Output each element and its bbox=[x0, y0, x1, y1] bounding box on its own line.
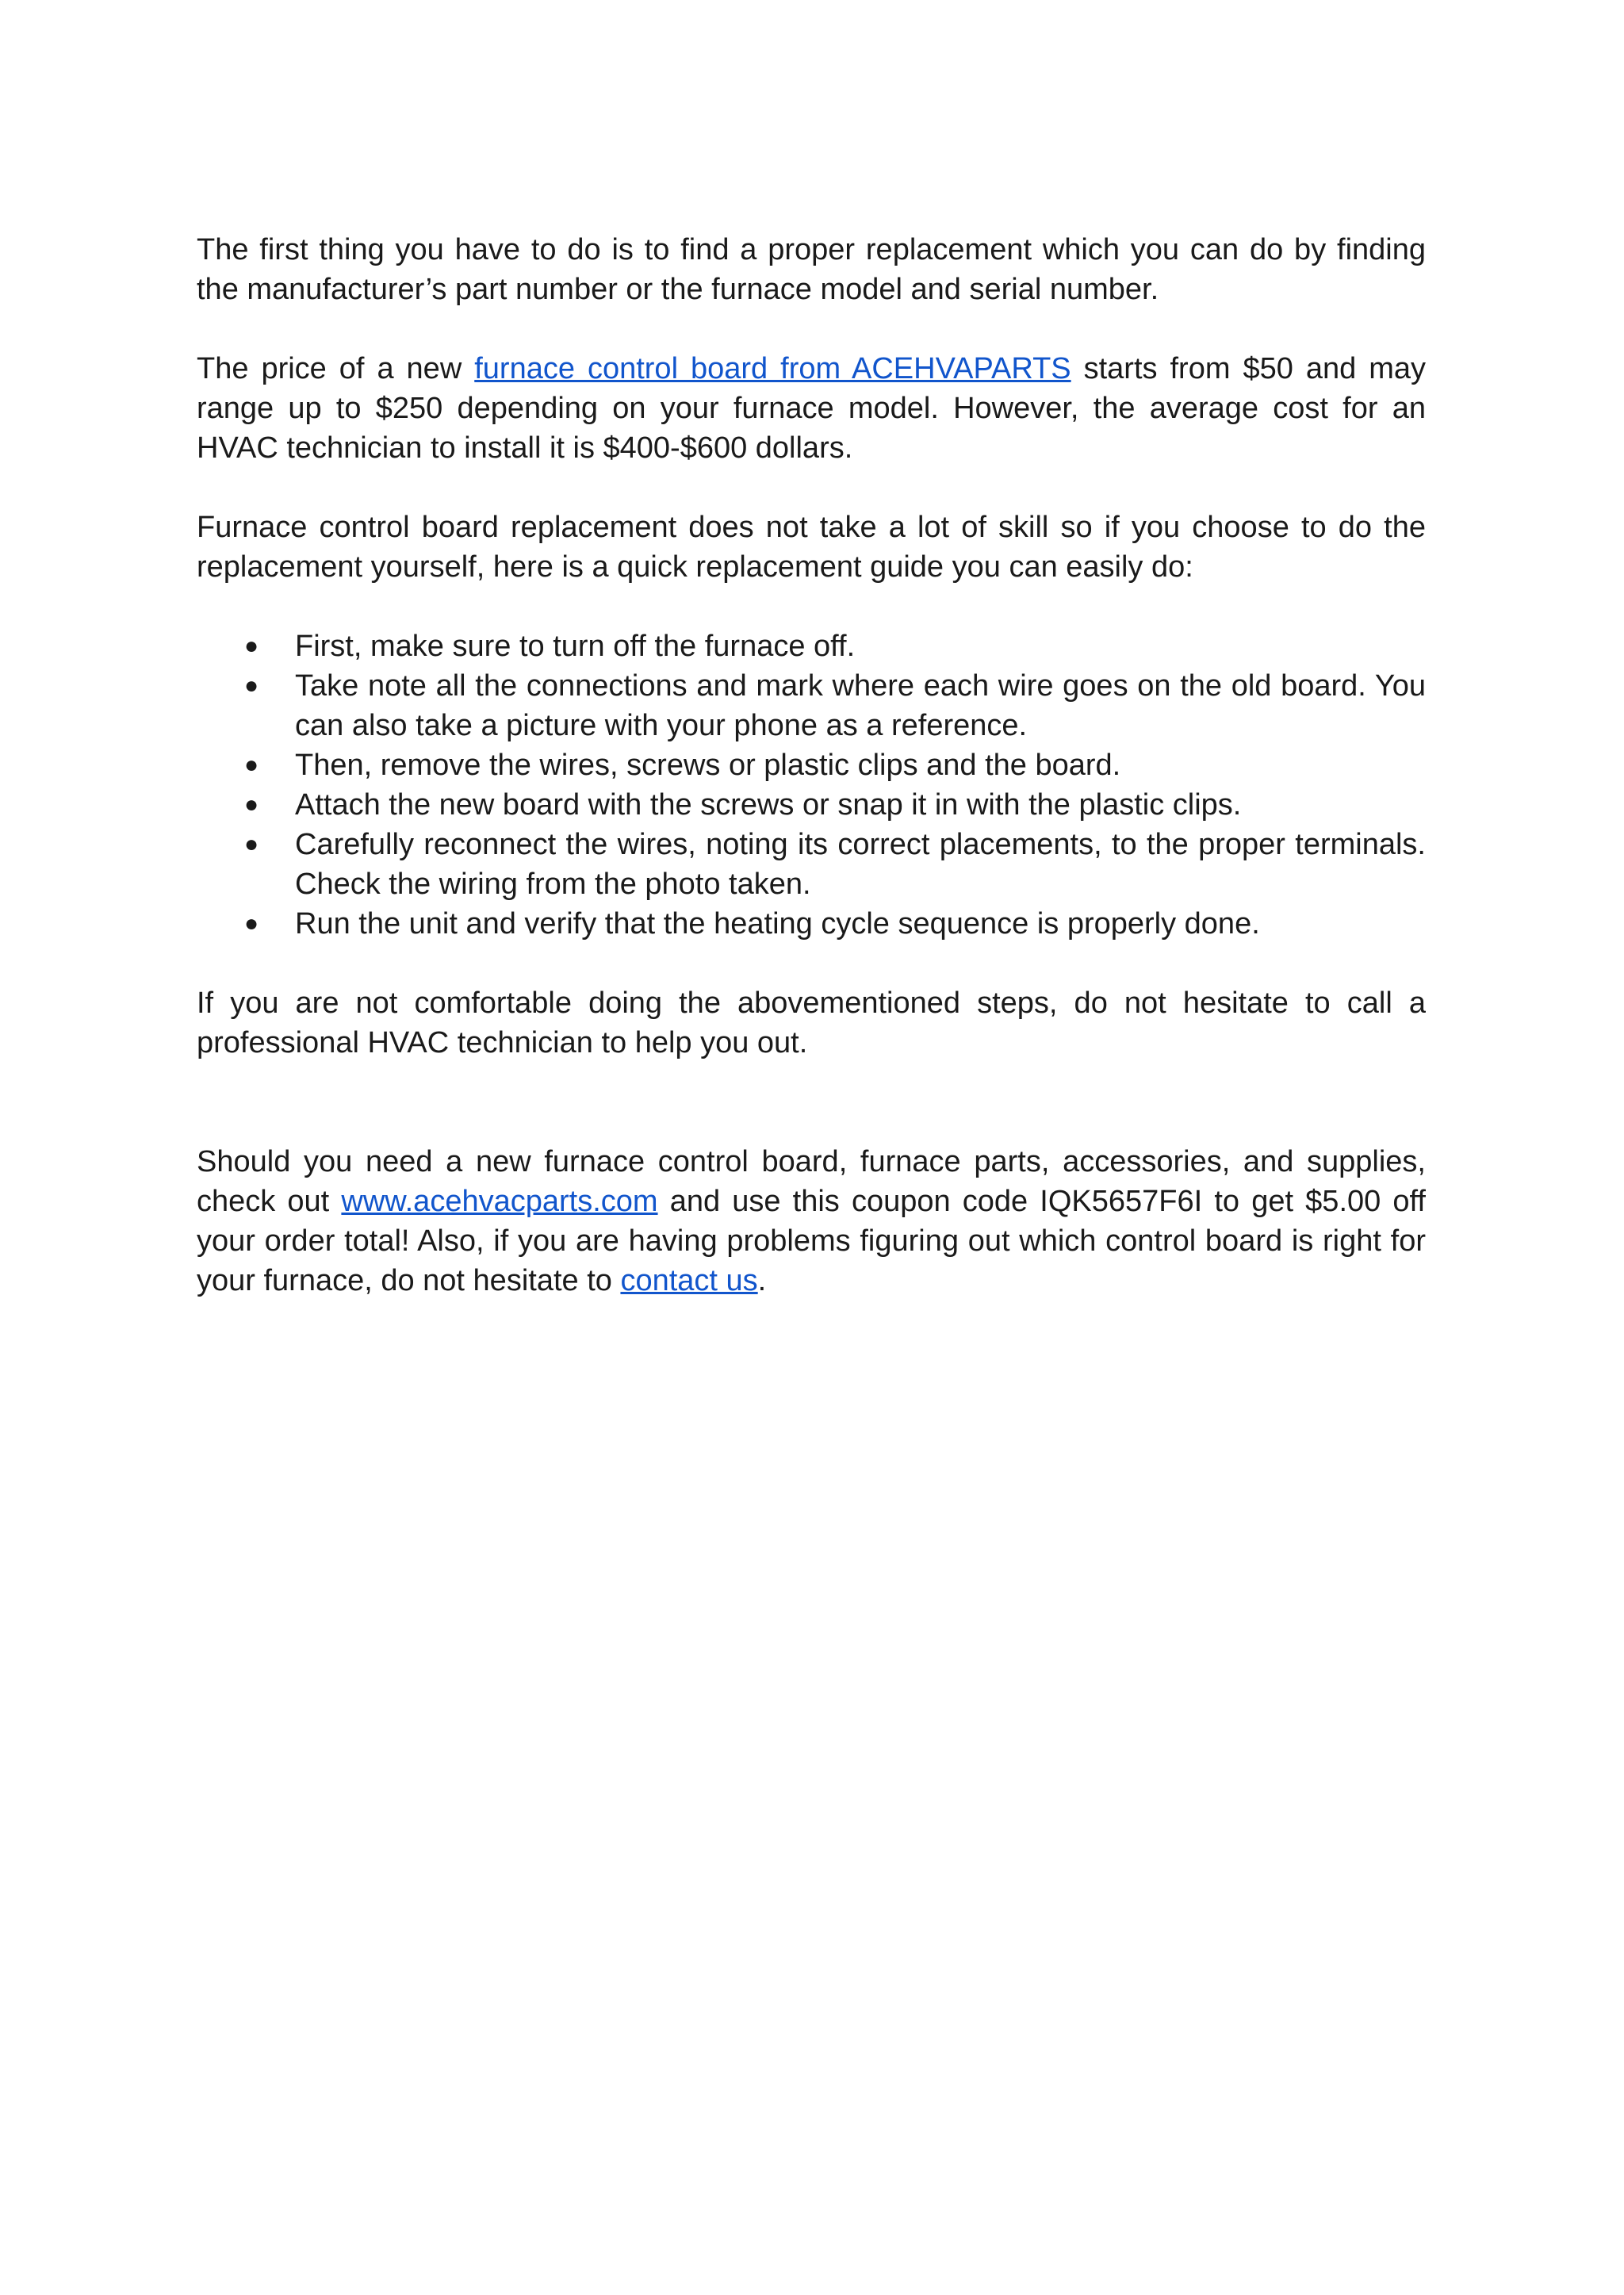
bullet-icon: ● bbox=[244, 752, 259, 778]
coupon-text-3: . bbox=[757, 1264, 767, 1297]
replacement-steps-list bbox=[197, 626, 1426, 944]
list-item bbox=[197, 785, 1426, 825]
step-text: Carefully reconnect the wires, noting its correct placements, to the proper terminals. Check the wiring from the photo taken. bbox=[295, 828, 1426, 901]
list-item bbox=[197, 666, 1426, 745]
control-board-link[interactable]: furnace control board from ACEHVAPARTS bbox=[474, 352, 1071, 385]
list-item bbox=[197, 904, 1426, 944]
paragraph-find-replacement: The first thing you have to do is to find a proper replacement which you can do by finding the manufacturer’s part number or the furnace model and serial number. bbox=[197, 233, 1426, 306]
bullet-icon: ● bbox=[244, 633, 259, 659]
paragraph-price bbox=[197, 349, 1426, 468]
price-text-after: starts from $50 and may range up to $250 depending on your furnace model. However, the average cost for an HVAC technician to install it is $400-$600 dollars. bbox=[197, 352, 1426, 465]
step-text: Run the unit and verify that the heating cycle sequence is properly done. bbox=[295, 907, 1260, 941]
price-text-before: The price of a new bbox=[197, 352, 475, 385]
step-text: Take note all the connections and mark where each wire goes on the old board. You can also take a picture with your phone as a reference. bbox=[295, 669, 1426, 742]
step-text: First, make sure to turn off the furnace off. bbox=[295, 630, 856, 663]
list-item bbox=[197, 825, 1426, 904]
bullet-icon: ● bbox=[244, 791, 259, 818]
paragraph-guide-intro: Furnace control board replacement does not take a lot of skill so if you choose to do the replacement yourself, here is a quick replacement guide you can easily do: bbox=[197, 511, 1426, 584]
step-text: Then, remove the wires, screws or plastic clips and the board. bbox=[295, 749, 1121, 782]
contact-us-link[interactable]: contact us bbox=[620, 1264, 758, 1297]
bullet-icon: ● bbox=[244, 831, 259, 857]
paragraph-call-professional: If you are not comfortable doing the abovementioned steps, do not hesitate to call a professional HVAC technician to help you out. bbox=[197, 987, 1426, 1059]
coupon-text-1: Should you need a new furnace control board, furnace parts, accessories, and supplies, check out bbox=[197, 1145, 1426, 1218]
step-text: Attach the new board with the screws or snap it in with the plastic clips. bbox=[295, 788, 1242, 822]
list-item bbox=[197, 745, 1426, 785]
website-link[interactable]: www.acehvacparts.com bbox=[341, 1185, 658, 1218]
document-body bbox=[197, 230, 1426, 1340]
bullet-icon: ● bbox=[244, 910, 259, 937]
coupon-text-2: and use this coupon code IQK5657F6I to get $5.00 off your order total! Also, if you are having problems figuring out which control board is right for your furnace, do not hesitate to bbox=[197, 1185, 1426, 1297]
paragraph-coupon bbox=[197, 1142, 1426, 1301]
list-item bbox=[197, 626, 1426, 666]
bullet-icon: ● bbox=[244, 672, 259, 699]
